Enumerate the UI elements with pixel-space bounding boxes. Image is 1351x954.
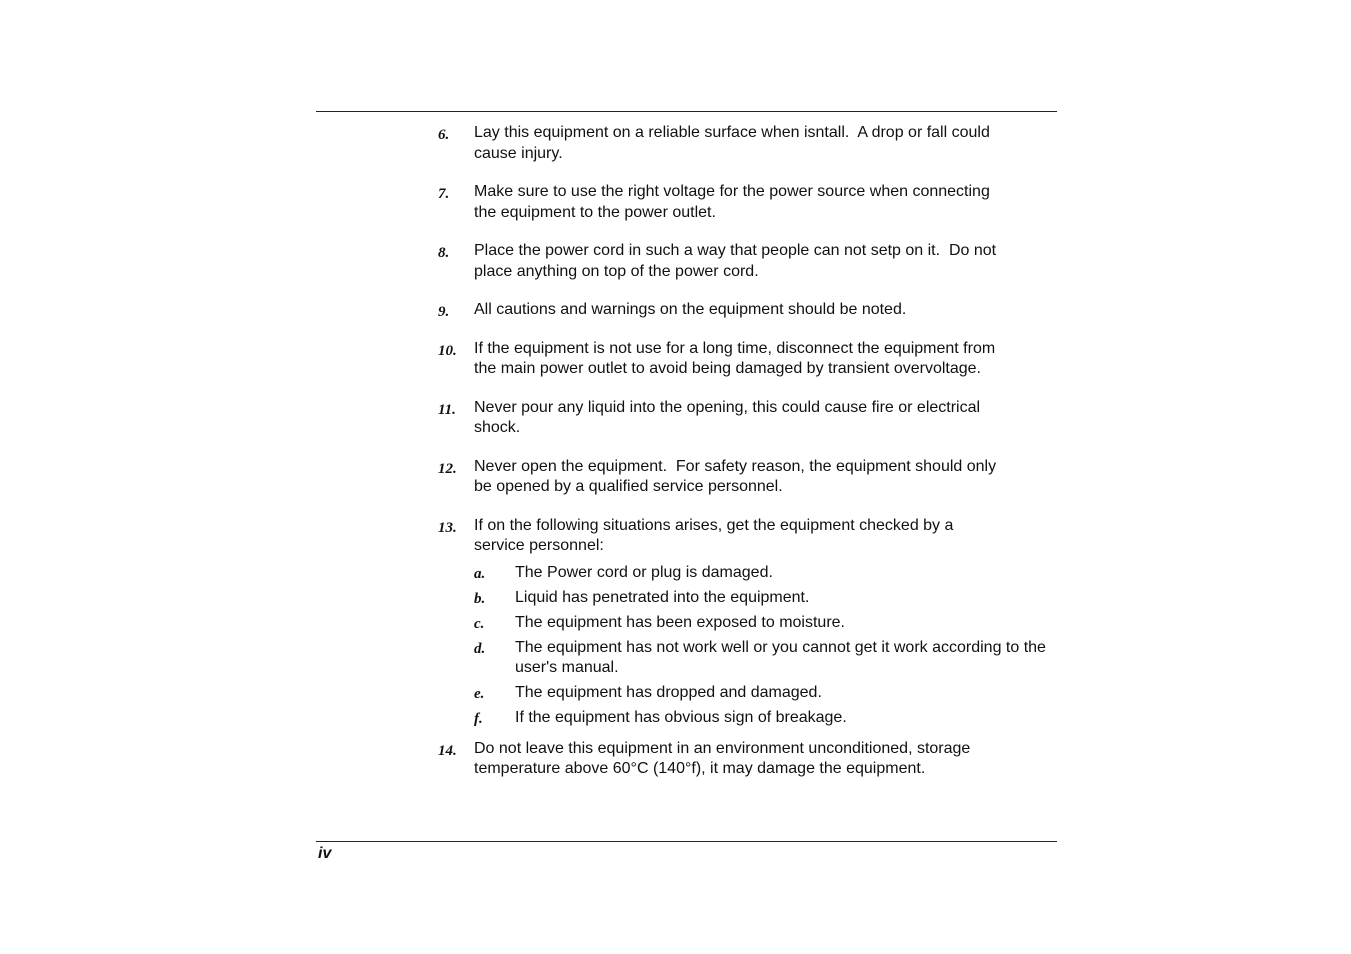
item-number: 13. bbox=[438, 519, 457, 536]
sub-item-letter: a. bbox=[474, 565, 486, 582]
item-text: Lay this equipment on a reliable surface when isntall. A drop or fall could cause injury. bbox=[474, 124, 990, 162]
sub-item-c bbox=[474, 613, 1058, 633]
item-text: Never open the equipment. For safety reason, the equipment should only be opened by a qualified service personnel. bbox=[474, 457, 997, 495]
item-text: Place the power cord in such a way that people can not setp on it. Do not place anything on top of the power cord. bbox=[474, 242, 997, 280]
sub-item-text: The equipment has not work well or you cannot get it work according to the user's manual. bbox=[515, 638, 1046, 676]
item-number: 8. bbox=[438, 245, 450, 261]
list-item-12 bbox=[438, 457, 1058, 498]
list-item-13 bbox=[438, 516, 1058, 728]
sub-item-letter: d. bbox=[474, 640, 486, 657]
sub-item-d bbox=[474, 638, 1058, 678]
sub-item-letter: e. bbox=[474, 685, 485, 702]
sub-item-text: Liquid has penetrated into the equipment. bbox=[515, 588, 810, 606]
item-number: 12. bbox=[438, 460, 457, 477]
item-number: 9. bbox=[438, 304, 450, 320]
sub-item-e bbox=[474, 683, 1058, 703]
item-number: 10. bbox=[438, 342, 457, 359]
safety-instructions-list bbox=[438, 123, 1058, 780]
list-item-9 bbox=[438, 300, 1058, 321]
sub-item-letter: b. bbox=[474, 590, 486, 607]
list-item-11 bbox=[438, 398, 1058, 439]
header-rule bbox=[316, 111, 1057, 112]
sub-item-b bbox=[474, 588, 1058, 608]
item-text: All cautions and warnings on the equipment should be noted. bbox=[474, 301, 907, 318]
sub-item-text: If the equipment has obvious sign of breakage. bbox=[515, 708, 847, 726]
sub-list bbox=[474, 563, 1058, 728]
sub-item-text: The equipment has been exposed to moisture. bbox=[515, 613, 845, 631]
sub-item-letter: f. bbox=[474, 710, 483, 727]
sub-item-a bbox=[474, 563, 1058, 583]
item-number: 7. bbox=[438, 186, 450, 202]
sub-item-text: The Power cord or plug is damaged. bbox=[515, 563, 773, 581]
list-item-14 bbox=[438, 739, 1058, 780]
item-text: Make sure to use the right voltage for the power source when connecting the equipment to the power outlet. bbox=[474, 183, 990, 221]
footer-rule bbox=[316, 841, 1057, 842]
page-number: iv bbox=[318, 845, 332, 862]
item-number: 6. bbox=[438, 127, 450, 143]
sub-item-text: The equipment has dropped and damaged. bbox=[515, 683, 822, 701]
item-text: Do not leave this equipment in an environment unconditioned, storage temperature above 60°C (140°f), it may damage the equipment. bbox=[474, 739, 971, 777]
item-number: 14. bbox=[438, 742, 457, 759]
sub-item-letter: c. bbox=[474, 615, 485, 632]
sub-item-f bbox=[474, 708, 1058, 728]
list-item-8 bbox=[438, 241, 1058, 282]
list-item-7 bbox=[438, 182, 1058, 223]
item-text: If the equipment is not use for a long time, disconnect the equipment from the main power outlet to avoid being damaged by transient overvoltage. bbox=[474, 339, 996, 377]
list-item-10 bbox=[438, 339, 1058, 380]
item-text: If on the following situations arises, get the equipment checked by a service personnel: bbox=[474, 516, 954, 554]
list-item-6 bbox=[438, 123, 1058, 164]
item-number: 11. bbox=[438, 401, 456, 418]
item-text: Never pour any liquid into the opening, this could cause fire or electrical shock. bbox=[474, 398, 981, 436]
